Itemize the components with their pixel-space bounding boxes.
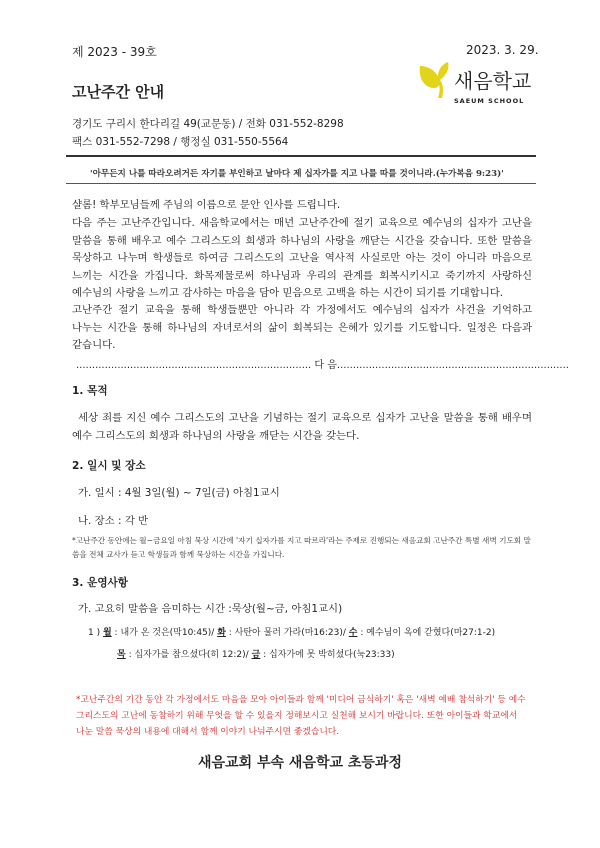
schedule-fri-text: : 십자가에 못 박히셨다(눅23:33): [260, 650, 395, 660]
top-rule: [66, 155, 536, 157]
address-line: 경기도 구리시 한다리길 49(교문동) / 전화 031-552-8298: [72, 118, 344, 130]
section-time-heading: 2. 일시 및 장소: [72, 460, 146, 472]
school-logo: [414, 58, 544, 108]
section-purpose-text: 세상 죄를 지신 예수 그리스도의 고난을 기념하는 절기 교육으로 십자가 고난을 말씀을 통해 배우며 예수 그리스도의 희생과 하나님의 사랑을 깨닫는 시간을 갖는다.: [72, 412, 532, 442]
document-date: 2023. 3. 29.: [466, 43, 539, 57]
schedule-mon-day: 월: [102, 628, 112, 638]
section-operation-heading: 3. 운영사항: [72, 577, 129, 589]
fax-line: 팩스 031-552-7298 / 행정실 031-550-5564: [72, 136, 289, 148]
schedule-fri-day: 금: [251, 650, 261, 660]
bible-verse: '아무든지 나를 따라오려거든 자기를 부인하고 날마다 제 십자가를 지고 나를 따를 것이니라.(누가복음 9:23)': [90, 169, 504, 179]
schedule-mon-text: : 내가 온 것은(막10:45)/: [111, 628, 218, 638]
schedule-wed-text: : 예수님이 옥에 갇혔다(마27:1-2): [357, 628, 496, 638]
schedule-thu-day: 목: [117, 650, 126, 660]
schedule-row-2: [117, 647, 395, 660]
section-purpose-heading: 1. 목적: [72, 385, 108, 397]
place-item: 나. 장소 : 각 반: [78, 515, 149, 527]
operation-item: 가. 고요히 말씀을 음미하는 시간 :묵상(월~금, 아침1교시): [78, 603, 343, 615]
intro-paragraph: 다음 주는 고난주간입니다. 새음학교에서는 매년 고난주간에 절기 교육으로 예수님의 십자가 고난을 말씀을 통해 배우고 예수 그리스도의 희생과 하나님의 사랑을 깨닫는 시간을 갖습니다. 또한 말씀을 묵상하고 나누며 학생들로 하여금 그리스도의 고난을 역사적 사실로만 아는 것이 아니라 마음으로 느끼는 시간을 가집니다. 화목제물로써 하나님과 우리의 관계를 회복시키시고 죽기까지 사랑하신 예수님의 사랑을 느끼고 감사하는 마음을 담아 믿음으로 고백을 하는 시간이 되기를 기대합니다.: [72, 217, 532, 299]
document-number: 제 2023 - 39호: [72, 45, 157, 59]
schedule-prefix: 1 ): [88, 628, 101, 638]
page-title: 고난주간 안내: [72, 83, 165, 101]
time-note: *고난주간 동안에는 월~금요일 아침 묵상 시간에 '자기 십자가를 지고 따르라'라는 주제로 진행되는 새음교회 고난주간 특별 새벽 기도회 말씀을 전체 교사가 듣고 학생들과 함께 묵상하는 시간을 가집니다.: [72, 536, 531, 559]
date-item: 가. 일시 : 4월 3일(월) ~ 7일(금) 아침1교시: [78, 487, 280, 499]
footer-school-name: 새음교회 부속 새음학교 초등과정: [198, 755, 402, 771]
schedule-tue-day: 화: [217, 628, 226, 638]
schedule-row-1: [88, 625, 495, 638]
home-participation-note: *고난주간의 기간 동안 각 가정에서도 마음을 모아 아이들과 함께 '미디어 금식하기' 혹은 '새벽 예배 참석하기' 등 예수 그리스도의 고난에 동참하기 위해 무엇을 할 수 있을지 정해보시고 실천해 보시기 바랍니다. 또한 아이들과 학교에서 나눈 말씀 묵상의 내용에 대해서 함께 이야기 나눠주시면 좋겠습니다.: [76, 695, 526, 737]
greeting: 샬롬! 학부모님들께 주님의 이름으로 문안 인사를 드립니다.: [72, 199, 341, 211]
logo-name: 새음학교: [454, 69, 532, 93]
divider-da-eum: .......................................................................... 다 음.........................................................................: [76, 360, 569, 371]
logo-subtitle: SAEUM SCHOOL: [454, 97, 525, 105]
closing-paragraph: 고난주간 절기 교육을 통해 학생들뿐만 아니라 각 가정에서도 예수님의 십자가 사건을 기억하고 나누는 시간을 통해 하나님의 자녀로서의 삶이 회복되는 은혜가 있기를 기도합니다. 일정은 다음과 같습니다.: [72, 304, 532, 351]
schedule-thu-text: : 십자가를 참으셨다(히 12:2)/: [125, 650, 252, 660]
leaf-icon: [420, 62, 449, 98]
schedule-tue-text: : 사탄아 물러 가라(마16:23)/: [225, 628, 349, 638]
verse-rule: [66, 183, 536, 184]
schedule-wed-day: 수: [348, 628, 358, 638]
